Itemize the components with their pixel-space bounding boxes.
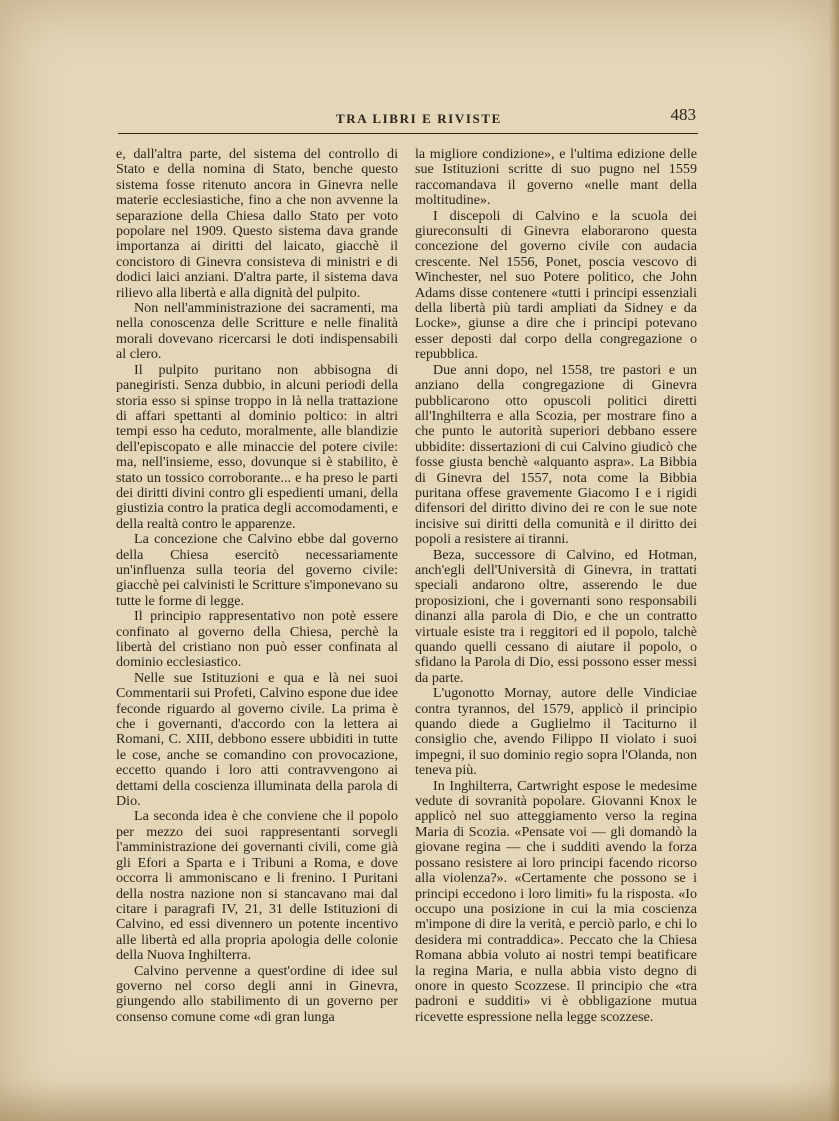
right-column [415, 147, 697, 1025]
running-head: TRA LIBRI E RIVISTE [336, 111, 502, 126]
page-header [118, 103, 698, 133]
paragraph: Due anni dopo, nel 1558, tre pastori e un anziano della congregazione di Ginevra pubblicarono otto opuscoli politici diretti all'Inghilterra e alla Scozia, per mostrare fino a che punto le autorità superiori debbano essere ubbidite: dissertazioni di cui Calvino giudicò che fosse giusta benchè «alquanto aspra». La Bibbia di Ginevra del 1557, nota come la Bibbia puritana offese gravemente Giacomo I e i rigidi difensori del diritto divino dei re con le sue note incisive sui diritti della comunità e il diritto dei popoli a resistere ai tiranni. [415, 361, 697, 548]
page-stain [0, 1081, 839, 1121]
page-edge-shadow [829, 0, 839, 1121]
paragraph: la migliore condizione», e l'ultima edizione delle sue Istituzioni scritte di suo pugno nel 1559 raccomandava il governo «nelle mant della moltitudine». [415, 146, 697, 209]
paragraph: Beza, successore di Calvino, ed Hotman, anch'egli dell'Università di Ginevra, in trattati speciali andarono oltre, asserendo le due proposizioni, che i governanti sono responsabili dinanzi alla parola di Dio, e che un contratto virtuale esiste tra i reggitori ed il popolo, talchè quando quelli cessano di aiutare il popolo, o sfidano la Parola di Dio, essi possono esser messi da parte. [415, 546, 697, 686]
paragraph: I discepoli di Calvino e la scuola dei giureconsulti di Ginevra elaborarono questa concezione del governo civile con audacia crescente. Nel 1556, Ponet, poscia vescovo di Winchester, nel suo Potere politico, che John Adams disse contenere «tutti i principi essenziali della libertà più tardi ampliati da Sidney e da Locke», giunse a dire che i principi potevano esser deposti dal corpo della congregazione o repubblica. [415, 207, 697, 363]
paragraph: Calvino pervenne a quest'ordine di idee sul governo nel corso degli anni in Ginevra, giungendo allo stabilimento di un governo per consenso comune come «di gran lunga [116, 962, 398, 1025]
paragraph: La concezione che Calvino ebbe dal governo della Chiesa esercitò necessariamente un'influenza sulla teoria del governo civile: giacchè pei calvinisti le Scritture s'imponevano su tutte le forme di legge. [116, 531, 398, 609]
paragraph: Il pulpito puritano non abbisogna di panegiristi. Senza dubbio, in alcuni periodi della storia esso si spinse troppo in là nella trattazione di affari spettanti al dominio poltico: in altri tempi esso ha ceduto, moralmente, alle blandizie dell'episcopato e alle minaccie del potere civile: ma, nell'insieme, esso, dovunque si è stabilito, è stato un tossico corroborante... e ha preso le parti dei diritti divini contro gli espedienti umani, della giustizia contro la pratica degli accomodamenti, e della realtà contro le apparenze. [116, 361, 398, 532]
paragraph: Il principio rappresentativo non potè essere confinato al governo della Chiesa, perchè la libertà del cristiano non può esser confinata al dominio ecclesiastico. [116, 608, 398, 671]
paragraph: In Inghilterra, Cartwright espose le medesime vedute di sovranità popolare. Giovanni Knox le applicò nel suo atteggiamento verso la regina Maria di Scozia. «Pensate voi — gli domandò la giovane regina — che i sudditi avendo la forza possano resistere ai loro principi facendo ricorso alla violenza?». «Certamente che possono se i principi eccedono i loro limiti» fu la risposta. «Io occupo una posizione in cui la mia coscienza m'impone di dire la verità, e perciò parlo, e chi lo desidera mi contraddica». Peccato che la Chiesa Romana abbia voluto ai nostri tempi beatificare la regina Maria, e nulla abbia visto degno di onore in questo Scozzese. Il principio che «tra padroni e sudditi» vi è obbligazione mutua ricevette espressione nella legge scozzese. [415, 777, 697, 1025]
paragraph: L'ugonotto Mornay, autore delle Vindiciae contra tyrannos, del 1579, applicò il principio quando diede a Guglielmo il Taciturno il consiglio che, avendo Filippo II violato i suoi impegni, il suo dominio regio sopra l'Olanda, non teneva più. [415, 685, 697, 779]
paragraph: Nelle sue Istituzioni e qua e là nei suoi Commentarii sui Profeti, Calvino espone due idee feconde riguardo al governo civile. La prima è che i governanti, d'accordo con la lettera ai Romani, C. XIII, debbono essere ubbiditi in tutte le cose, anche se comandino con provocazione, eccetto quando i loro atti contravvengono ai dettami della coscienza illuminata della parola di Dio. [116, 669, 398, 810]
left-column [116, 147, 398, 1025]
paragraph: La seconda idea è che conviene che il popolo per mezzo dei suoi rappresentanti sorvegli l'amministrazione dei governanti civili, come già gli Efori a Sparta e i Tribuni a Roma, e dove occorra li ammoniscano e li frenino. I Puritani della nostra nazione non si stancavano mai dal citare i paragrafi IV, 21, 31 delle Istituzioni di Calvino, ed essi divennero un potente incentivo alle libertà ed alla propria apologia delle colonie della Nuova Inghilterra. [116, 808, 398, 964]
paragraph: e, dall'altra parte, del sistema del controllo di Stato e della nomina di Stato, benche questo sistema fosse ritenuto ancora in Ginevra nelle materie ecclesiastiche, fino a che non avvenne la separazione della Chiesa dallo Stato per voto popolare nel 1909. Questo sistema dava grande importanza ai diritti del laicato, giacchè il concistoro di Ginevra consisteva di ministri e di dodici laici anziani. D'altra parte, il sistema dava rilievo alla libertà e alla dignità del pulpito. [116, 146, 398, 301]
paragraph: Non nell'amministrazione dei sacramenti, ma nella conoscenza delle Scritture e nelle finalità morali dovevano ricercarsi le doti indispensabili al clero. [116, 300, 398, 363]
page-number: 483 [670, 105, 696, 124]
header-rule [118, 133, 698, 134]
